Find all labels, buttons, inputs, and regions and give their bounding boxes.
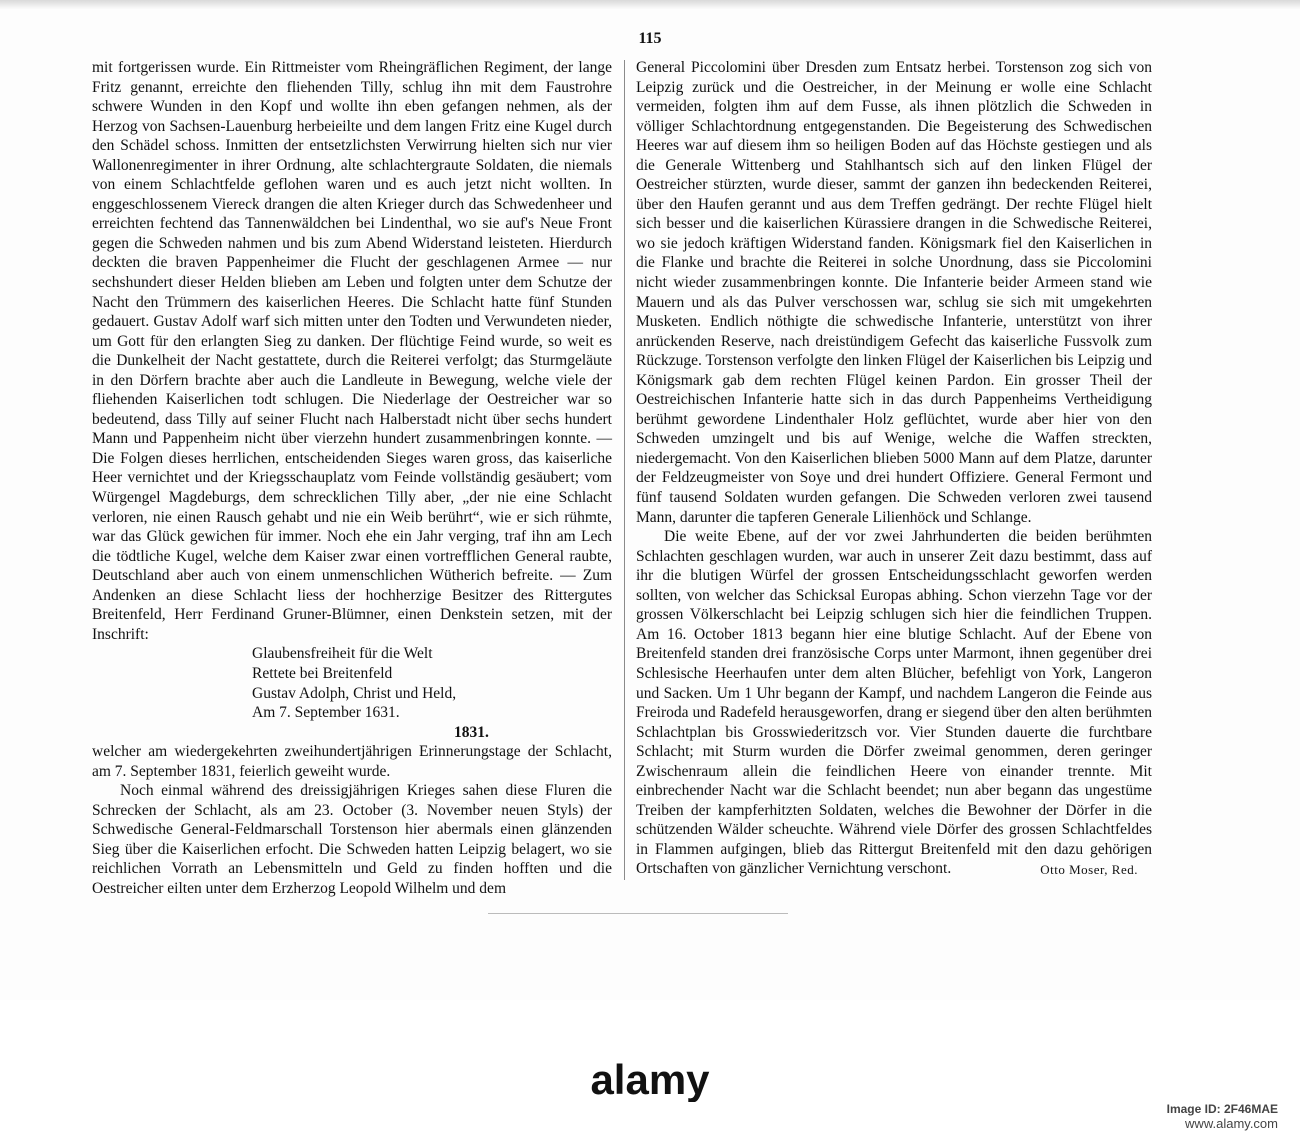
alamy-logo-text: alamy (590, 1058, 710, 1102)
page-top-edge (0, 0, 1300, 10)
bottom-rule (488, 913, 788, 914)
page-number: 115 (638, 30, 662, 47)
right-paragraph-2: Die weite Ebene, auf der vor zwei Jahrhunderten die beiden berühmten Schlachten geschlagen wurden, war auch in unserer Zeit dazu bestimmt, dass auf ihr die blutigen Würfel der grossen Entscheidungsschlacht geworfen werden sollten, von welcher das Schicksal Europas abhing. Schon vierzehn Tage vor der grossen Völkerschlacht bei Leipzig schlugen sich hier die feindlichen Truppen. Am 16. October 1813 begann hier eine blutige Schlacht. Auf der Ebene von Breitenfeld standen drei französische Corps unter Marmont, ihnen gegenüber drei Schlesische Heerhaufen unter dem alten Blücher, befehligt von York, Langeron und Sacken. Um 1 Uhr begann der Kampf, und nachdem Langeron die Feinde aus Freiroda und Radefeld herausgeworfen, drang er siegend über den alten berühmten Schlachtplan bis Grosswiederitzsch vor. Vier Stunden dauerte die furchtbare Schlacht; mit Sturm wurden die Dörfer zweimal genommen, deren geringer Zwischenraum allein die feindlichen Heere von einander trennte. Mit einbrechender Nacht war die Schlacht beendet; nun aber begann das ungestüme Treiben der kampferhitzten Soldaten, welches die Bewohner der Dörfer in die schützenden Wälder scheuchte. Während viele Dörfer des grossen Schlachtfeldes in Flammen aufgingen, blieb das Rittergut Breitenfeld mit den dazu gehörigen Ortschaften von gänzlicher Vernichtung verschont. (636, 528, 1152, 878)
watermark-info (1167, 1102, 1278, 1131)
inscription-line: Glaubensfreiheit für die Welt (252, 645, 433, 663)
left-column (92, 58, 612, 899)
inscription-year: 1831. (454, 723, 489, 741)
image-id-label: Image ID: 2F46MAE (1166, 1102, 1278, 1116)
inscription-line: Rettete bei Breitenfeld (252, 664, 393, 682)
alamy-logo (560, 1058, 740, 1102)
inscription-line: Am 7. September 1631. (252, 704, 400, 722)
left-paragraph-1: mit fortgerissen wurde. Ein Rittmeister vom Rheingräflichen Regiment, der lange Fritz genannt, erreichte den fliehenden Tilly, schlug ihn mit dem Faustrohre schwere Wunden in den Kopf und wollte ihn eben gefangen nehmen, als der Herzog von Sachsen-Lauenburg herbeieilte und dem langen Fritz eine Kugel durch den Schädel schoss. Inmitten der entsetzlichsten Verwirrung hielten sich nur vier Wallonenregimenter in ihrer Ordnung, alte schlachtergraute Soldaten, die niemals von einem Schlachtfelde geflohen waren und es auch jetzt nicht wollten. In enggeschlossenem Viereck drangen die alten Krieger durch das Schwedenheer und erreichten fechtend das Tannenwäldchen bei Lindenthal, wo sie auf's Neue Front gegen die Schweden nahmen und bis zum Abend Widerstand leisteten. Hierdurch deckten die braven Pappenheimer die Flucht der geschlagenen Armee — nur sechshundert dieser Helden blieben am Leben und folgten unter dem Schutze der Nacht den Trümmern des kaiserlichen Heeres. Die Schlacht hatte fünf Stunden gedauert. Gustav Adolf warf sich mitten unter den Todten und Verwundeten nieder, um Gott für den erlangten Sieg zu danken. Der flüchtige Feind wurde, so weit es die Dunkelheit der Nacht gestattete, durch die Reiterei verfolgt; das Sturmgeläute in den Dörfern brachte aber auch die Landleute in Bewegung, welche viele der fliehenden Kaiserlichen todt schlugen. Die Niederlage der Oestreicher war so bedeutend, dass Tilly auf seiner Flucht nach Halberstadt nicht über sechs hundert Mann und Pappenheim nicht über vierzehn hundert zusammenbringen konnte. — Die Folgen dieses herrlichen, entscheidenden Sieges waren gross, das kaiserliche Heer vernichtet und der Kriegsschauplatz vom Feinde vollständig gesäubert; vom Würgengel Magdeburgs, dem schrecklichen Tilly aber, „der nie eine Schlacht verloren, nie einen Rausch gehabt und nie ein Weib berührt“, wie er sich rühmte, war das Glück gewichen für immer. Noch ehe ein Jahr verging, traf ihn am Lech die tödtliche Kugel, welche dem Kaiser zwar einen vortrefflichen General raubte, Deutschland aber auch von einem unmenschlichen Wütherich befreite. — Zum Andenken an diese Schlacht liess der hochherzige Besitzer des Rittergutes Breitenfeld, Herr Ferdinand Gruner-Blümner, einen Denkstein setzen, mit der Inschrift: (92, 59, 612, 643)
inscription-line: Gustav Adolph, Christ und Held, (252, 684, 457, 702)
inscription (92, 644, 612, 742)
editor-signature: Otto Moser, Red. (1040, 861, 1138, 877)
column-divider (624, 60, 625, 880)
left-paragraph-2: welcher am wiedergekehrten zweihundertjährigen Erinnerungstage der Schlacht, am 7. September 1831, feierlich geweiht wurde. (92, 743, 612, 780)
left-paragraph-3: Noch einmal während des dreissigjährigen Krieges sahen diese Fluren die Schrecken der Schlacht, als am 23. October (3. November neuen Styls) der Schwedische General-Feldmarschall Torstenson hier abermals einen glänzenden Sieg über die Kaiserlichen erfocht. Die Schweden hatten Leipzig belagert, wo sie reichlichen Vorrath an Lebensmitteln und Geld zu finden hofften und die Oestreicher eilten unter dem Erzherzog Leopold Wilhelm und dem (92, 782, 612, 897)
right-column (636, 58, 1152, 880)
right-paragraph-1: General Piccolomini über Dresden zum Entsatz herbei. Torstenson zog sich von Leipzig zurück und die Oestreicher, in der Meinung er wolle eine Schlacht vermeiden, folgten ihm auf dem Fusse, als ihnen plötzlich die Schweden in völliger Schlachtordnung entgegenstanden. Die Begeisterung des Schwedischen Heeres war auf diesem ihm so heiligen Boden auf das Höchste gestiegen und als die Generale Wittenberg und Stahlhantsch sich auf den linken Flügel der Oestreicher stürzten, wurde dieser, sammt der ganzen ihn bedeckenden Reiterei, über den Haufen gerannt und aus dem Treffen gedrängt. Der rechte Flügel hielt sich besser und die kaiserlichen Kürassiere drangen in die Schwedische Reiterei, wo sie jedoch kräftigen Widerstand fanden. Königsmark fiel den Kaiserlichen in die Flanke und brachte die Reiterei in solche Unordnung, dass sie Piccolomini nicht wieder zusammenbringen konnte. Die Infanterie beider Armeen stand wie Mauern und als das Pulver verschossen war, schlug sie sich mit umgekehrten Musketen. Endlich nöthigte die schwedische Infanterie, unterstützt von ihrer anrückenden Reserve, nach dreistündigem Gefecht das kaiserliche Fussvolk zum Rückzuge. Torstenson verfolgte den linken Flügel der Kaiserlichen bis Leipzig und Königsmark gab dem rechten Flügel keinen Pardon. Ein grosser Theil der Oestreichischen Infanterie hatte sich in das durch Pappenheims Vertheidigung berühmt gewordene Lindenthaler Holz geflüchtet, wurde aber hier von den Schweden umzingelt und bis auf Wenige, welche die Waffen streckten, niedergemacht. Von den Kaiserlichen blieben 5000 Mann auf dem Platze, darunter der Feldzeugmeister von Soye und drei hundert Offiziere. General Fermont und fünf tausend Soldaten wurden gefangen. Die Schweden verloren zwei tausend Mann, darunter die tapferen Generale Lilienhöck und Schlange. (636, 59, 1152, 526)
site-url: www.alamy.com (1185, 1116, 1278, 1131)
